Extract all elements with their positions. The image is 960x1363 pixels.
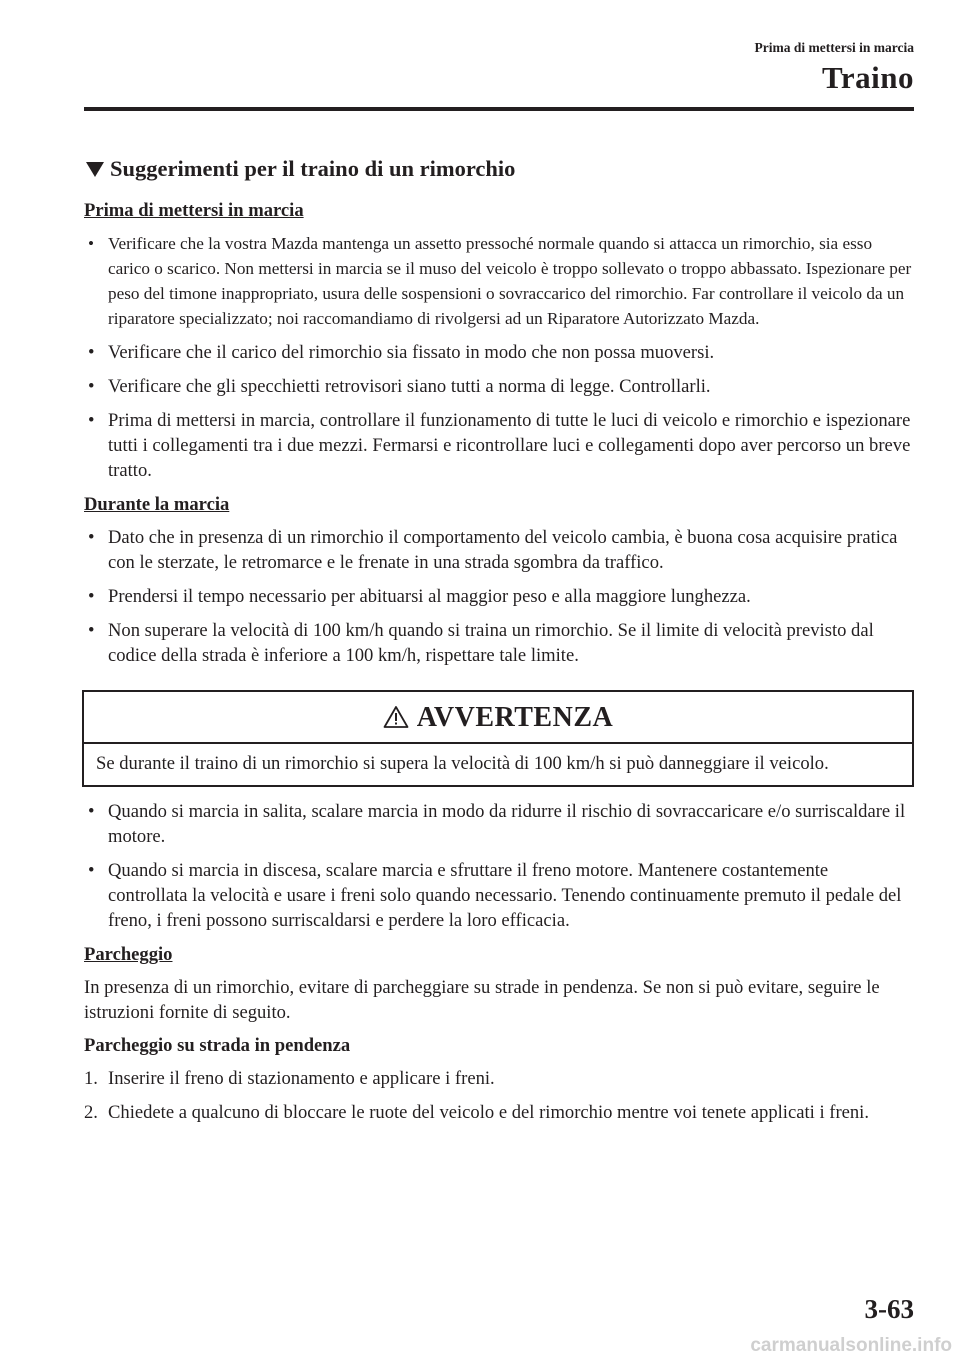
list-item-text: Verificare che il carico del rimorchio sia fissato in modo che non possa muoversi. [108, 342, 715, 363]
bullet-icon: • [88, 620, 95, 641]
warning-text: Se durante il traino di un rimorchio si supera la velocità di 100 km/h si può danneggiare il veicolo. [96, 753, 829, 774]
main-content [84, 152, 912, 1134]
step-item [84, 1100, 912, 1125]
bullet-icon: • [88, 527, 95, 548]
list-item-text: Verificare che la vostra Mazda mantenga un assetto pressoché normale quando si attacca un rimorchio, sia esso carico o scarico. Non mettersi in marcia se il muso del veicolo è troppo sollevato o troppo abbassato. Ispezionare per peso del timone inappropriato, usura delle sospensioni o sovraccarico del rimorchio. Far controllare il veicolo da un riparatore specializzato; noi raccomandiamo di rivolgersi ad un Riparatore Autorizzato Mazda. [108, 234, 912, 328]
subhead-prima: Prima di mettersi in marcia [84, 200, 304, 221]
list-item [84, 231, 912, 331]
list-item-text: Non superare la velocità di 100 km/h quando si traina un rimorchio. Se il limite di velocità previsto dal codice della strada è inferiore a 100 km/h, rispettare tale limite. [108, 620, 874, 666]
step-number: 1. [84, 1068, 98, 1089]
list-item [84, 374, 912, 399]
bullet-icon: • [88, 586, 95, 607]
page-number: 3-63 [864, 1294, 914, 1324]
list-item-text: Quando si marcia in salita, scalare marcia in modo da ridurre il rischio di sovraccaricare e/o surriscaldare il motore. [108, 801, 906, 847]
subhead-parcheggio: Parcheggio [84, 944, 173, 965]
watermark: carmanualsonline.info [750, 1335, 952, 1356]
list-item-text: Quando si marcia in discesa, scalare marcia e sfruttare il freno motore. Mantenere costantemente controllata la velocità e usare i freni solo quando necessario. Tenendo continuamente premuto il pedale del freno, i freni possono surriscaldarsi e perdere la loro efficacia. [108, 860, 902, 931]
bullet-icon: • [88, 410, 95, 431]
subhead-durante: Durante la marcia [84, 494, 230, 515]
step-number: 2. [84, 1102, 98, 1123]
bullet-icon: • [88, 801, 95, 822]
header-section-label: Prima di mettersi in marcia [754, 40, 914, 55]
warning-title: AVVERTENZA [416, 701, 614, 733]
list-item [84, 525, 912, 575]
page-title: Traino [822, 60, 914, 95]
list-item [84, 340, 912, 365]
bullet-icon: • [88, 376, 95, 397]
list-item [84, 618, 912, 668]
section-heading-text: Suggerimenti per il traino di un rimorchio [110, 156, 516, 181]
warning-header [84, 692, 912, 744]
warning-box [82, 690, 914, 787]
parcheggio-text: In presenza di un rimorchio, evitare di parcheggiare su strade in pendenza. Se non si può evitare, seguire le istruzioni fornite di seguito. [84, 977, 880, 1023]
list-item-text: Verificare che gli specchietti retrovisori siano tutti a norma di legge. Controllarli. [108, 376, 711, 397]
list-item-text: Dato che in presenza di un rimorchio il comportamento del veicolo cambia, è buona cosa acquisire pratica con le sterzate, le retromarce e le frenate in una strada sgombra da traffico. [108, 527, 898, 573]
list-item-text: Prendersi il tempo necessario per abituarsi al maggior peso e alla maggiore lunghezza. [108, 586, 751, 607]
step-text: Inserire il freno di stazionamento e applicare i freni. [108, 1068, 495, 1089]
bullet-icon: • [88, 234, 95, 253]
step-text: Chiedete a qualcuno di bloccare le ruote del veicolo e del rimorchio mentre voi tenete applicati i freni. [108, 1102, 870, 1123]
list-item [84, 799, 912, 849]
steps-list [84, 1066, 912, 1125]
triangle-down-icon [86, 162, 104, 177]
warning-triangle-icon [383, 705, 409, 729]
header-rule [84, 107, 914, 111]
step-item [84, 1066, 912, 1091]
list-prima [84, 231, 912, 483]
list-item [84, 858, 912, 933]
list-item [84, 584, 912, 609]
list-durante [84, 525, 912, 668]
subhead-pendenza: Parcheggio su strada in pendenza [84, 1035, 351, 1056]
list-after-warning [84, 799, 912, 933]
list-item [84, 408, 912, 483]
list-item-text: Prima di mettersi in marcia, controllare il funzionamento di tutte le luci di veicolo e rimorchio e ispezionare tutti i collegamenti tra i due mezzi. Fermarsi e ricontrollare luci e collegamenti dopo aver percorso un breve tratto. [108, 410, 911, 481]
section-heading [84, 152, 912, 186]
bullet-icon: • [88, 342, 95, 363]
bullet-icon: • [88, 860, 95, 881]
